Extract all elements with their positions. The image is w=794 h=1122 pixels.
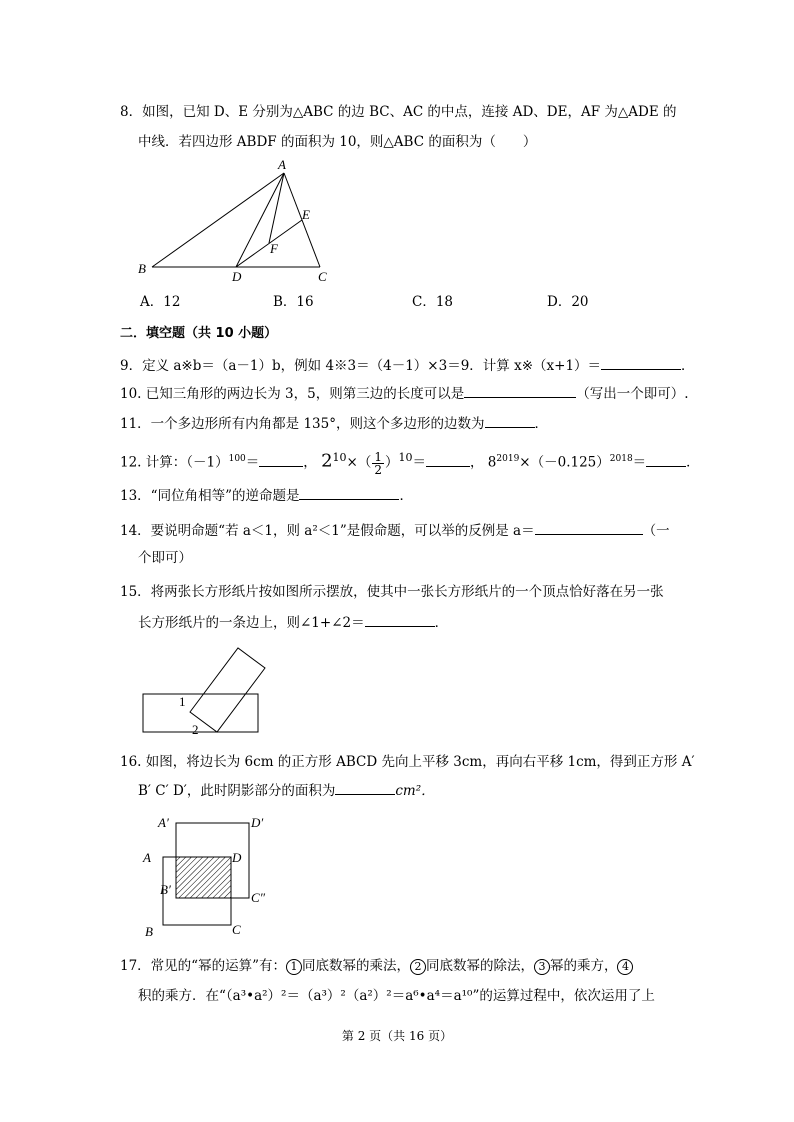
- q10-blank: [464, 383, 576, 398]
- q17-item3: 幂的乘方，: [549, 958, 618, 974]
- q13-text: 13．“同位角相等”的逆命题是: [120, 488, 300, 504]
- q8-line2: 中线．若四边形 ABDF 的面积为 10，则△ABC 的面积为（ ）: [138, 134, 537, 150]
- q13-blank: [299, 485, 399, 500]
- q9-text: 9．定义 a※b＝（a－1）b，例如 4※3＝（4－1）×3＝9．计算 x※（x+1）＝: [120, 358, 602, 374]
- q14-line2: 个即可）: [138, 550, 192, 566]
- q9: 9．定义 a※b＝（a－1）b，例如 4※3＝（4－1）×3＝9．计算 x※（x+1）＝ ．: [120, 355, 695, 376]
- section-title: 二．填空题（共 10 小题）: [120, 326, 278, 341]
- q13: 13．“同位角相等”的逆命题是 ．: [120, 485, 413, 506]
- q17-line2: 积的乘方．在“（a³•a²）²＝（a³）²（a²）²＝a⁶•a⁴＝a¹⁰”的运算过程中，依次运用了上: [138, 988, 655, 1004]
- q11-text: 11．一个多边形所有内角都是 135°，则这个多边形的边数为: [120, 416, 485, 432]
- label-B: B: [138, 261, 146, 276]
- q10: [120, 383, 689, 404]
- sq-label-D1: D′: [251, 815, 264, 830]
- q12-times: ×（: [346, 454, 372, 471]
- q14-line1: [120, 520, 670, 541]
- q17-item1: 同底数幂的乘法，: [301, 958, 410, 974]
- q14-blank: [535, 520, 643, 535]
- q12-blank2: [426, 452, 470, 467]
- q15-line1: 15．将两张长方形纸片按如图所示摆放，使其中一张长方形纸片的一个顶点恰好落在另一张: [120, 584, 664, 600]
- q15-blank: [365, 612, 435, 627]
- q16-text: B′ C′ D′，此时阴影部分的面积为: [138, 783, 336, 799]
- circled-2: 2: [410, 959, 426, 975]
- q17-intro: 17．常见的“幂的运算”有：: [120, 958, 286, 974]
- sq-label-D: D: [232, 850, 242, 865]
- sq-label-A: A: [143, 850, 151, 865]
- q16-line2: [138, 780, 435, 801]
- angle-label-2: 2: [192, 722, 199, 737]
- q12-blank3: [646, 452, 686, 467]
- q12-prefix: 12. 计算：（－1）: [120, 454, 229, 471]
- q12-close: ）: [385, 454, 399, 471]
- q17-item2: 同底数幂的除法，: [425, 958, 534, 974]
- label-E: E: [302, 207, 310, 222]
- label-F: F: [270, 241, 278, 256]
- q8-option-c: C．18: [412, 294, 454, 310]
- q8-line1: 8．如图，已知 D、E 分别为△ABC 的边 BC、AC 的中点，连接 AD、DE，AF 为△ADE 的: [120, 104, 677, 120]
- sq-label-B1: B′: [160, 882, 171, 897]
- q10-tail: （写出一个即可）.: [576, 386, 689, 402]
- angle-label-1: 1: [179, 694, 186, 709]
- q12-exp10b: 10: [398, 451, 413, 464]
- q12-frac-den: 2: [374, 462, 382, 477]
- q15-line2: 长方形纸片的一条边上，则∠1+∠2＝ ．: [138, 612, 448, 633]
- q8-triangle-figure: [130, 155, 340, 285]
- q15-rectangles-figure: [140, 640, 270, 740]
- q8-option-d: D．20: [547, 294, 589, 310]
- q12-base8: 8: [487, 454, 497, 471]
- q14-text: 14．要说明命题“若 a＜1，则 a²＜1”是假命题，可以举的反例是 a＝: [120, 523, 535, 539]
- q9-blank: [601, 355, 681, 370]
- q12-eq2: ＝: [412, 454, 426, 471]
- circled-1: 1: [286, 959, 302, 975]
- q12-mid: ×（－0.125）: [519, 454, 610, 471]
- q16-unit: cm²．: [395, 783, 435, 799]
- q16-squares-figure: [140, 812, 280, 942]
- q15-text: 长方形纸片的一条边上，则∠1+∠2＝: [138, 615, 365, 631]
- sq-label-A1: A′: [158, 815, 169, 830]
- sq-label-B: B: [145, 924, 153, 939]
- q11: 11．一个多边形所有内角都是 135°，则这个多边形的边数为 ．: [120, 413, 548, 434]
- q12-eq1: ＝: [245, 454, 260, 471]
- q10-text: 10. 已知三角形的两边长为 3，5，则第三边的长度可以是: [120, 386, 465, 402]
- q8-option-a: A．12: [140, 294, 181, 310]
- q8-option-b: B．16: [273, 294, 314, 310]
- q12-exp2019: 2019: [496, 454, 520, 464]
- page-footer: 第 2 页（共 16 页）: [341, 1029, 453, 1043]
- circled-4: 4: [617, 959, 633, 975]
- q12-exp100: 100: [228, 454, 246, 464]
- label-C: C: [318, 269, 327, 284]
- q12-exp10a: 10: [332, 451, 347, 464]
- q17-line1: [120, 956, 633, 976]
- q12-frac-num: 1: [374, 449, 382, 464]
- label-A: A: [278, 157, 286, 172]
- label-D: D: [232, 269, 242, 284]
- circled-3: 3: [534, 959, 550, 975]
- q16-blank: [335, 780, 395, 795]
- q11-blank: [485, 413, 535, 428]
- q12-eq3: ＝: [632, 454, 647, 471]
- sq-label-C1: C″: [251, 890, 266, 905]
- q14-tail: （一: [642, 523, 670, 539]
- q12: 12. 计算：$(-1)^{100}=$ ， $2^{10}\times$（ $\frac{1}{2}$ ）$^{10}$＝ ， $8^{2019}\times(-0.125)^{2018}=$ ．: [120, 449, 700, 477]
- q12-exp2018: 2018: [609, 454, 633, 464]
- q16-line1: 16. 如图，将边长为 6cm 的正方形 ABCD 先向上平移 3cm，再向右平移 1cm，得到正方形 A′: [120, 754, 695, 770]
- q12-fraction: [372, 451, 384, 476]
- q12-blank1: [259, 452, 303, 467]
- q12-base2: 2: [321, 450, 333, 472]
- sq-label-C: C: [232, 922, 241, 937]
